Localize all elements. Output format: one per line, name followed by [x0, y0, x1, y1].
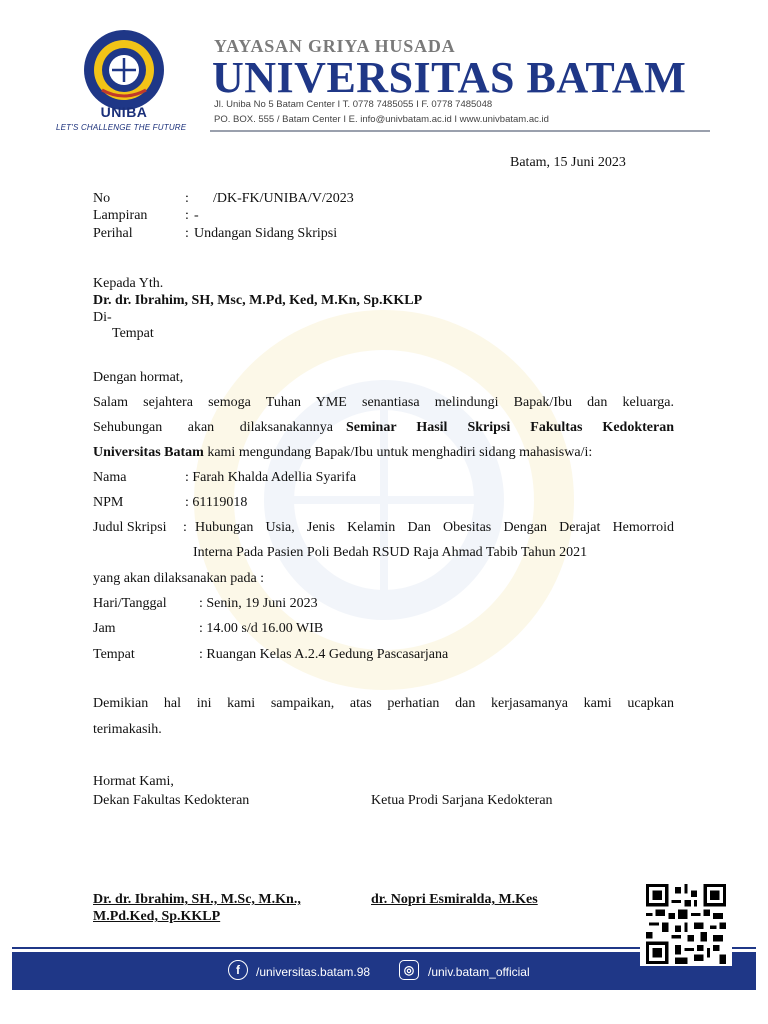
event-title: Seminar Hasil Skripsi Fakultas Kedokteran	[346, 420, 674, 435]
logo-tagline: LET'S CHALLENGE THE FUTURE	[56, 123, 187, 132]
thesis-label: Judul Skripsi	[93, 520, 167, 535]
thesis-title-line-1: Hubungan Usia, Jenis Kelamin Dan Obesitas Dengan Derajat Hemorroid	[195, 520, 674, 535]
meta-value-no: /DK-FK/UNIBA/V/2023	[213, 191, 354, 206]
greeting: Dengan hormat,	[93, 370, 184, 385]
signature-head-of-program: dr. Nopri Esmiralda, M.Kes	[371, 892, 538, 907]
student-label-npm: NPM	[93, 495, 124, 510]
schedule-intro: yang akan dilaksanakan pada :	[93, 571, 265, 586]
facebook-link[interactable]: /universitas.batam.98	[256, 965, 371, 979]
meta-value-perihal: Undangan Sidang Skripsi	[194, 226, 338, 241]
schedule-value-time: : 14.00 s/d 16.00 WIB	[199, 621, 324, 636]
schedule-label-time: Jam	[93, 621, 116, 636]
student-value-npm: : 61119018	[185, 495, 248, 510]
instagram-icon[interactable]: ◎	[399, 960, 419, 980]
role-dean: Dekan Fakultas Kedokteran	[93, 793, 250, 808]
paragraph-line-3-rest: kami mengundang Bapak/Ibu untuk menghadiri sidang mahasiswa/i:	[207, 445, 593, 460]
recipient-place-prefix: Di-	[93, 310, 112, 325]
facebook-icon[interactable]: f	[228, 960, 248, 980]
paragraph-line-1: Salam sejahtera semoga Tuhan YME senantiasa melindungi Bapak/Ibu dan keluarga.	[93, 395, 674, 410]
closing-line-2: terimakasih.	[93, 722, 162, 737]
paragraph-line-3	[93, 444, 592, 462]
address-line-2: PO. BOX. 555 / Batam Center I E. info@univbatam.ac.id I www.univbatam.ac.id	[214, 114, 549, 125]
role-head-of-program: Ketua Prodi Sarjana Kedokteran	[371, 793, 553, 808]
thesis-sep: :	[183, 520, 187, 535]
schedule-label-date: Hari/Tanggal	[93, 596, 167, 611]
instagram-link[interactable]: /univ.batam_official	[428, 965, 530, 979]
schedule-value-place: : Ruangan Kelas A.2.4 Gedung Pascasarjana	[199, 647, 449, 662]
university-mention: Universitas Batam	[93, 445, 204, 460]
address-line-1: Jl. Uniba No 5 Batam Center I T. 0778 7485055 I F. 0778 7485048	[214, 99, 493, 110]
letter-date: Batam, 15 Juni 2023	[510, 155, 626, 170]
thesis-title-line-2: Interna Pada Pasien Poli Bedah RSUD Raja Ahmad Tabib Tahun 2021	[193, 545, 588, 560]
recipient-name: Dr. dr. Ibrahim, SH, Msc, M.Pd, Ked, M.Kn, Sp.KKLP	[93, 293, 423, 308]
foundation-name: YAYASAN GRIYA HUSADA	[214, 36, 456, 56]
meta-value-lampiran: -	[194, 208, 199, 223]
university-name: UNIVERSITAS BATAM	[212, 53, 687, 102]
meta-label-perihal: Perihal	[93, 226, 133, 241]
recipient-heading: Kepada Yth.	[93, 276, 164, 291]
logo-wordmark: UNIBA	[100, 104, 148, 120]
meta-sep-perihal: :	[185, 226, 189, 241]
schedule-value-date: : Senin, 19 Juni 2023	[199, 596, 318, 611]
student-value-name: : Farah Khalda Adellia Syarifa	[185, 470, 357, 485]
header-divider	[210, 130, 710, 132]
signature-dean-line-1: Dr. dr. Ibrahim, SH., M.Sc, M.Kn.,	[93, 892, 301, 907]
meta-sep-lampiran: :	[185, 208, 189, 223]
closing-line-1: Demikian hal ini kami sampaikan, atas perhatian dan kerjasamanya kami ucapkan	[93, 696, 674, 711]
qr-code-icon	[646, 884, 726, 964]
meta-sep-no: :	[185, 191, 189, 206]
meta-label-no: No	[93, 191, 111, 206]
meta-label-lampiran: Lampiran	[93, 208, 148, 223]
schedule-label-place: Tempat	[93, 647, 135, 662]
paragraph-line-2-start: Sehubungan akan dilaksanakannya	[93, 420, 333, 435]
signature-dean-line-2: M.Pd.Ked, Sp.KKLP	[93, 909, 221, 924]
regards: Hormat Kami,	[93, 774, 174, 789]
recipient-place: Tempat	[112, 326, 154, 341]
student-label-name: Nama	[93, 470, 127, 485]
paragraph-line-2	[93, 419, 674, 437]
